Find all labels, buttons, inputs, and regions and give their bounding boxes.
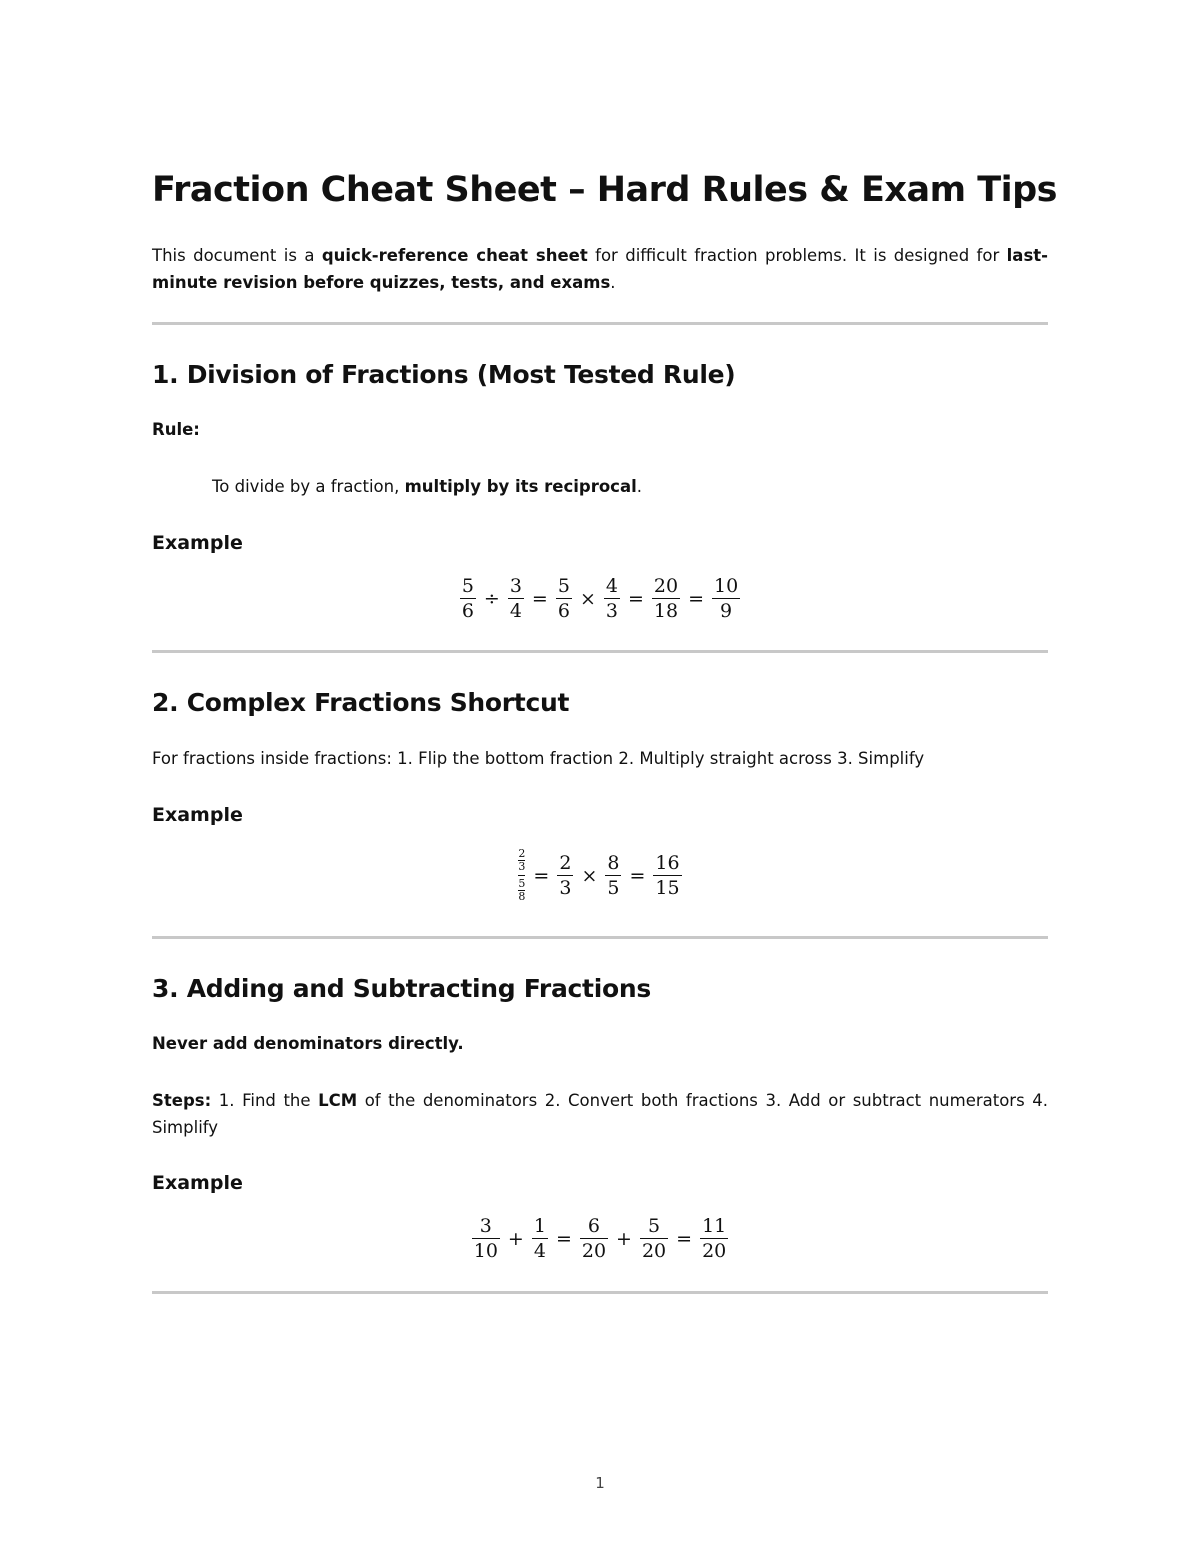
complex-fraction — [518, 848, 525, 903]
fraction — [700, 1214, 728, 1263]
numerator: 11 — [702, 1215, 727, 1237]
steps-bold: LCM — [318, 1091, 358, 1110]
fraction — [580, 1214, 608, 1263]
denominator: 4 — [509, 600, 522, 622]
fraction — [508, 574, 524, 623]
operator: × — [579, 587, 596, 610]
section-1-example-label: Example — [152, 532, 243, 554]
operator: = — [533, 864, 550, 887]
intro-paragraph — [152, 242, 1048, 296]
fraction — [653, 851, 681, 900]
denominator: 9 — [720, 600, 733, 622]
division-example-equation — [152, 574, 1048, 623]
numerator: 10 — [713, 575, 739, 597]
fraction — [652, 574, 680, 623]
fraction — [605, 851, 621, 900]
operator: = — [555, 1227, 572, 1250]
denominator: 18 — [653, 600, 679, 622]
numerator: 5 — [557, 575, 570, 597]
intro-text: . — [610, 273, 616, 292]
section-3-heading: 3. Adding and Subtracting Fractions — [152, 974, 651, 1003]
denominator: 8 — [518, 890, 526, 903]
fraction — [556, 574, 572, 623]
operator: = — [688, 587, 704, 610]
fraction — [557, 851, 573, 900]
steps-paragraph — [152, 1087, 1048, 1141]
inner-fraction — [518, 848, 525, 873]
rule-quote — [212, 473, 642, 500]
fraction — [472, 1214, 500, 1263]
operator: = — [531, 587, 548, 610]
operator: + — [507, 1227, 524, 1250]
numerator: 1 — [533, 1215, 546, 1237]
intro-text: This document is a — [152, 246, 322, 265]
divider — [152, 322, 1048, 325]
rule-label — [152, 416, 1048, 443]
addition-example-equation — [152, 1214, 1048, 1263]
numerator: 5 — [648, 1215, 661, 1237]
steps-text: 1. Find the — [211, 1091, 319, 1110]
divider — [152, 1291, 1048, 1294]
section-2-example-label: Example — [152, 804, 243, 826]
operator: + — [616, 1227, 632, 1250]
complex-fraction-example-equation — [152, 848, 1048, 903]
operator: ÷ — [483, 587, 500, 610]
numerator: 3 — [509, 575, 522, 597]
numerator: 6 — [587, 1215, 600, 1237]
intro-text: for difficult fraction problems. It is designed for — [587, 246, 1007, 265]
fraction — [712, 574, 740, 623]
operator: = — [627, 587, 644, 610]
denominator: 15 — [655, 877, 680, 899]
denominator: 20 — [702, 1240, 727, 1262]
numerator: 20 — [653, 575, 679, 597]
section-1-heading: 1. Division of Fractions (Most Tested Rule) — [152, 360, 736, 389]
complex-fractions-text: For fractions inside fractions: 1. Flip the bottom fraction 2. Multiply straight across 3. Simplify — [152, 749, 925, 768]
page-number: 1 — [595, 1474, 605, 1492]
fraction — [532, 1214, 548, 1263]
quote-text: . — [636, 477, 643, 496]
fraction-bar — [518, 875, 525, 876]
numerator: 3 — [479, 1215, 492, 1237]
operator: × — [581, 864, 598, 887]
quote-text: To divide by a fraction, — [212, 477, 405, 496]
operator: = — [676, 1227, 693, 1250]
section-2-heading: 2. Complex Fractions Shortcut — [152, 688, 570, 717]
denominator: 3 — [518, 860, 526, 873]
numerator: 16 — [655, 852, 680, 874]
rule-label-text: Rule: — [152, 420, 200, 439]
steps-text: of the denominators 2. Convert both fractions 3. Add or subtract numerators 4. Simplify — [152, 1091, 1048, 1137]
denominator: 3 — [605, 600, 618, 622]
fraction — [604, 574, 620, 623]
divider — [152, 650, 1048, 653]
divider — [152, 936, 1048, 939]
warning-line — [152, 1030, 1048, 1057]
fraction — [460, 574, 476, 623]
denominator: 20 — [641, 1240, 667, 1262]
intro-bold: quick-reference cheat sheet — [321, 246, 588, 265]
numerator: 8 — [607, 852, 620, 874]
denominator: 5 — [607, 877, 620, 899]
numerator: 2 — [518, 847, 526, 860]
denominator: 6 — [557, 600, 570, 622]
denominator: 3 — [559, 877, 572, 899]
operator: = — [629, 864, 646, 887]
numerator: 2 — [559, 852, 572, 874]
document-title: Fraction Cheat Sheet – Hard Rules & Exam Tips — [152, 170, 1057, 210]
inner-fraction — [518, 878, 525, 903]
intro-bold: last-minute revision before quizzes, tests, and exams — [152, 246, 1049, 292]
fraction — [640, 1214, 668, 1263]
warning-text: Never add denominators directly. — [152, 1034, 464, 1053]
denominator: 20 — [581, 1240, 607, 1262]
denominator: 10 — [473, 1240, 498, 1262]
numerator: 5 — [518, 877, 526, 890]
steps-label: Steps: — [152, 1091, 212, 1110]
quote-bold: multiply by its reciprocal — [404, 477, 637, 496]
denominator: 6 — [461, 600, 474, 622]
section-3-example-label: Example — [152, 1172, 243, 1194]
numerator: 4 — [605, 575, 618, 597]
denominator: 4 — [533, 1240, 546, 1262]
numerator: 5 — [461, 575, 474, 597]
